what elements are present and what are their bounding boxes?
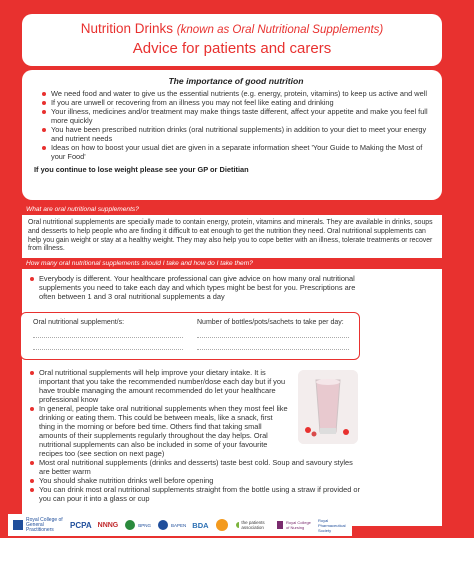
list-item: Oral nutritional supplements will help improve your dietary intake. It is important that you take the recommended number/dose each day but if you have trouble managing the amount recommended do let your healthcare professional know <box>30 368 288 404</box>
section-bar-how: How many oral nutritional supplements should I take and how do I take them? <box>22 258 442 269</box>
rps-logo: Royal Pharmaceutical Society <box>318 517 346 533</box>
pcpa-logo: PCPA <box>70 520 92 530</box>
rcgp-logo: Royal College of General Practitioners <box>12 518 64 533</box>
supplement-label: Oral nutritional supplement/s: <box>33 319 125 326</box>
quantity-input-line[interactable] <box>197 337 349 338</box>
bapen-logo: BAPEN <box>157 519 186 531</box>
importance-heading: The importance of good nutrition <box>168 76 304 86</box>
list-item: Your illness, medicines and/or treatment may make things taste different, affect your appetite and make you feel full more quickly <box>42 107 430 125</box>
list-item: Most oral nutritional supplements (drinks and desserts) taste best cold. Soup and savoury styles are better warm <box>30 458 360 476</box>
page-subtitle: Advice for patients and carers <box>132 40 332 57</box>
page-title: Nutrition Drinks (known as Oral Nutritional Supplements) <box>80 21 384 36</box>
quantity-label: Number of bottles/pots/sachets to take per day: <box>197 319 344 326</box>
how-list <box>30 274 360 301</box>
list-item: Everybody is different. Your healthcare professional can give advice on how many oral nutritional supplements you need to take each day and which types might be best for you. Prescriptions are often between 1 and 3 oral nutritional supplements a day <box>30 274 360 301</box>
supplement-input-line[interactable] <box>33 337 183 338</box>
prescription-form <box>20 312 360 360</box>
drink-photo <box>298 370 358 444</box>
list-item: If you are unwell or recovering from an illness you may not feel like eating and drinking <box>42 98 430 107</box>
quantity-input-line[interactable] <box>197 349 349 350</box>
importance-panel <box>22 70 442 200</box>
header-banner <box>22 14 442 66</box>
section-what-text: Oral nutritional supplements are specially made to contain energy, protein, vitamins and minerals. They are available in drinks, soups and desserts to help people who are finding it difficult to eat enough to get the nutrition they need. Oral nutritional supplements can help you gain weight or stay at a healthy weight. They may also help you to cope better with an illness, tolerate treatments or recover from illness. <box>28 219 433 253</box>
nnng-logo: NNNG <box>97 521 119 529</box>
rcn-logo: Royal College of Nursing <box>276 520 312 530</box>
rcgp-crest-icon <box>12 519 24 531</box>
list-item: You can drink most oral nutritional supplements straight from the bottle using a straw if provided or you can pour it into a glass or cup <box>30 485 360 503</box>
bpng-icon <box>124 519 136 531</box>
supplement-input-line[interactable] <box>33 349 183 350</box>
importance-list <box>42 89 430 161</box>
list-item: Ideas on how to boost your usual diet are given in a separate information sheet 'Your Guide to Making the Most of your Food' <box>42 143 430 161</box>
milkshake-glass-icon <box>298 370 358 444</box>
page-title-sub: (known as Oral Nutritional Supplements) <box>176 24 384 36</box>
bapen-icon <box>157 519 169 531</box>
list-item: You should shake nutrition drinks well before opening <box>30 476 360 485</box>
partner-logos <box>8 514 352 536</box>
tips-list <box>30 368 360 503</box>
patients-association-icon <box>235 521 240 529</box>
list-item: In general, people take oral nutritional supplements when they most feel like drinking or eating them. This could be between meals, like a snack, first thing in the morning or before bed time. Others find that taking small amounts of their supplements regularly throughout the day helps. Oral nutritional supplements can also be included in some of your favourite recipes too (see section on next page) <box>30 404 288 458</box>
psgb-logo <box>215 518 229 532</box>
list-item: You have been prescribed nutrition drinks (oral nutritional supplements) in addition to your diet to meet your energy and nutrient needs <box>42 125 430 143</box>
section-bar-what: What are oral nutritional supplements? <box>22 204 442 215</box>
bda-logo: BDA <box>192 520 209 530</box>
rcn-crest-icon <box>276 520 284 530</box>
importance-footer: If you continue to lose weight please see your GP or Dietitian <box>34 165 249 174</box>
psgb-circle-icon <box>215 518 229 532</box>
patients-association-logo: the patients association <box>235 520 270 530</box>
bpng-logo: BPNG <box>124 519 151 531</box>
list-item: We need food and water to give us the essential nutrients (e.g. energy, protein, vitamins) to keep us active and well <box>42 89 430 98</box>
